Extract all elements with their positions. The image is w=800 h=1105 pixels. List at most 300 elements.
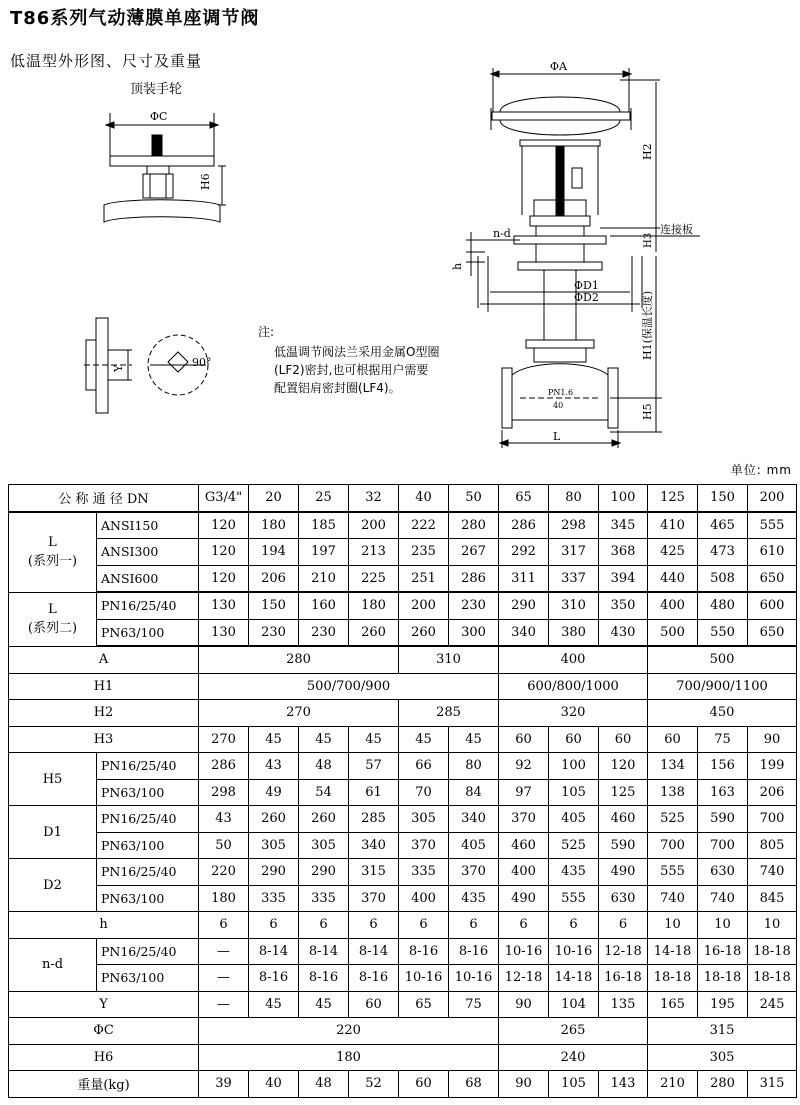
table-cell: 75 xyxy=(449,991,499,1018)
group-cell: 400 xyxy=(499,646,648,673)
row-label: 重量(kg) xyxy=(9,1071,199,1098)
table-cell: 337 xyxy=(549,565,599,592)
sub-label: PN63/100 xyxy=(97,885,199,912)
table-cell: 222 xyxy=(399,512,449,539)
table-row xyxy=(9,912,797,939)
table-cell: 135 xyxy=(599,991,648,1018)
table-cell: 600 xyxy=(748,592,797,619)
table-cell: 350 xyxy=(599,592,648,619)
table-cell: 260 xyxy=(349,619,399,646)
dn-cell: 80 xyxy=(549,485,599,512)
dn-cell: 50 xyxy=(449,485,499,512)
table-cell: 90 xyxy=(499,991,549,1018)
table-cell: 54 xyxy=(299,779,349,806)
sub-label: PN16/25/40 xyxy=(97,859,199,886)
table-row xyxy=(9,1071,797,1098)
table-cell: 120 xyxy=(199,539,249,566)
table-cell: 10 xyxy=(698,912,748,939)
table-cell: 225 xyxy=(349,565,399,592)
table-cell: 370 xyxy=(349,885,399,912)
table-cell: 195 xyxy=(698,991,748,1018)
table-cell: 50 xyxy=(199,832,249,859)
unit-label: 单位: mm xyxy=(730,463,792,477)
table-cell: 400 xyxy=(648,592,698,619)
spec-table-body xyxy=(9,485,797,1098)
h5-label: H5 xyxy=(641,403,654,420)
l-label: L xyxy=(553,430,561,443)
table-cell: 18-18 xyxy=(748,965,797,992)
table-cell: 52 xyxy=(349,1071,399,1098)
group-cell: 285 xyxy=(399,700,499,727)
table-cell: 8-14 xyxy=(349,938,399,965)
table-cell: 370 xyxy=(499,806,549,833)
table-cell: 555 xyxy=(549,885,599,912)
table-row xyxy=(9,726,797,753)
table-cell: 6 xyxy=(499,912,549,939)
table-cell: 400 xyxy=(399,885,449,912)
group-cell: 305 xyxy=(648,1044,797,1071)
table-cell: 280 xyxy=(698,1071,748,1098)
table-cell: 199 xyxy=(748,753,797,780)
table-cell: 340 xyxy=(449,806,499,833)
table-cell: 311 xyxy=(499,565,549,592)
table-cell: 180 xyxy=(349,592,399,619)
table-cell: 14-18 xyxy=(549,965,599,992)
table-cell: 194 xyxy=(249,539,299,566)
table-cell: 260 xyxy=(299,806,349,833)
table-cell: 165 xyxy=(648,991,698,1018)
table-row xyxy=(9,539,797,566)
table-cell: 18-18 xyxy=(648,965,698,992)
table-cell: 525 xyxy=(648,806,698,833)
table-cell: 473 xyxy=(698,539,748,566)
row-label: H1 xyxy=(9,673,199,700)
row-label: H5 xyxy=(9,753,97,806)
table-row xyxy=(9,1044,797,1071)
table-cell: 555 xyxy=(648,859,698,886)
dn-cell: G3/4" xyxy=(199,485,249,512)
table-row xyxy=(9,965,797,992)
handwheel-drawing xyxy=(104,81,226,222)
table-cell: 440 xyxy=(648,565,698,592)
table-cell: 14-18 xyxy=(648,938,698,965)
dn-cell: 125 xyxy=(648,485,698,512)
table-cell: 210 xyxy=(299,565,349,592)
flange-detail xyxy=(84,318,212,413)
table-cell: 740 xyxy=(648,885,698,912)
table-cell: 650 xyxy=(748,565,797,592)
note-line: (LF2)密封,也可根据用户需要 xyxy=(274,363,429,377)
table-cell: 60 xyxy=(399,1071,449,1098)
table-cell: 156 xyxy=(698,753,748,780)
table-cell: 43 xyxy=(249,753,299,780)
table-cell: 6 xyxy=(299,912,349,939)
table-cell: 12-18 xyxy=(499,965,549,992)
group-cell: 320 xyxy=(499,700,648,727)
table-cell: 210 xyxy=(648,1071,698,1098)
pn-label: PN1.6 xyxy=(548,388,574,397)
table-cell: 298 xyxy=(549,512,599,539)
table-cell: 805 xyxy=(748,832,797,859)
table-cell: 90 xyxy=(499,1071,549,1098)
phi-a-label: ΦA xyxy=(550,60,567,73)
table-cell: 230 xyxy=(299,619,349,646)
table-cell: 43 xyxy=(199,806,249,833)
main-valve-drawing xyxy=(451,60,700,448)
table-row xyxy=(9,619,797,646)
table-cell: 267 xyxy=(449,539,499,566)
table-cell: 45 xyxy=(249,991,299,1018)
table-cell: 97 xyxy=(499,779,549,806)
dn-cell: 65 xyxy=(499,485,549,512)
table-cell: 700 xyxy=(698,832,748,859)
table-row xyxy=(9,673,797,700)
table-cell: 245 xyxy=(748,991,797,1018)
sub-label: PN63/100 xyxy=(97,832,199,859)
table-cell: 45 xyxy=(399,726,449,753)
table-cell: 220 xyxy=(199,859,249,886)
group-cell: 500 xyxy=(648,646,797,673)
table-cell: 590 xyxy=(698,806,748,833)
table-cell: — xyxy=(199,965,249,992)
table-cell: 213 xyxy=(349,539,399,566)
table-cell: 18-18 xyxy=(748,938,797,965)
sub-label: ANSI150 xyxy=(97,512,199,539)
table-cell: 280 xyxy=(449,512,499,539)
row-label: A xyxy=(9,646,199,673)
table-cell: 65 xyxy=(399,991,449,1018)
table-cell: 230 xyxy=(449,592,499,619)
table-cell: 465 xyxy=(698,512,748,539)
table-cell: 120 xyxy=(199,512,249,539)
table-cell: 61 xyxy=(349,779,399,806)
table-cell: 200 xyxy=(399,592,449,619)
sub-label: ANSI300 xyxy=(97,539,199,566)
table-cell: 370 xyxy=(449,859,499,886)
table-cell: 251 xyxy=(399,565,449,592)
dn-cell: 200 xyxy=(748,485,797,512)
table-cell: 310 xyxy=(549,592,599,619)
table-cell: 197 xyxy=(299,539,349,566)
table-cell: 60 xyxy=(499,726,549,753)
table-cell: 300 xyxy=(449,619,499,646)
table-cell: 120 xyxy=(199,565,249,592)
dn-cell: 20 xyxy=(249,485,299,512)
table-cell: 298 xyxy=(199,779,249,806)
sub-label: ANSI600 xyxy=(97,565,199,592)
table-cell: 590 xyxy=(599,832,648,859)
table-cell: 340 xyxy=(349,832,399,859)
h3-label: H3 xyxy=(643,232,654,248)
table-cell: 70 xyxy=(399,779,449,806)
row-label: D1 xyxy=(9,806,97,859)
table-cell: 500 xyxy=(648,619,698,646)
table-cell: 370 xyxy=(399,832,449,859)
table-cell: 285 xyxy=(349,806,399,833)
table-cell: 10 xyxy=(748,912,797,939)
table-cell: 290 xyxy=(249,859,299,886)
group-cell: 180 xyxy=(199,1044,499,1071)
table-cell: 700 xyxy=(748,806,797,833)
table-row xyxy=(9,753,797,780)
table-cell: 480 xyxy=(698,592,748,619)
table-cell: 740 xyxy=(698,885,748,912)
table-cell: 490 xyxy=(499,885,549,912)
table-cell: 206 xyxy=(748,779,797,806)
group-cell: 280 xyxy=(199,646,399,673)
table-cell: 260 xyxy=(249,806,299,833)
page-title: T86系列气动薄膜单座调节阀 xyxy=(10,8,260,29)
table-cell: 180 xyxy=(249,512,299,539)
table-row xyxy=(9,700,797,727)
table-cell: 48 xyxy=(299,753,349,780)
table-cell: 315 xyxy=(748,1071,797,1098)
row-label: n-d xyxy=(9,938,97,991)
h-label: h xyxy=(451,262,464,270)
table-cell: 286 xyxy=(499,512,549,539)
table-cell: 335 xyxy=(299,885,349,912)
table-cell: 10-16 xyxy=(399,965,449,992)
table-cell: 405 xyxy=(449,832,499,859)
table-cell: 525 xyxy=(549,832,599,859)
table-cell: 206 xyxy=(249,565,299,592)
table-cell: 120 xyxy=(599,753,648,780)
table-cell: 60 xyxy=(349,991,399,1018)
table-cell: 430 xyxy=(599,619,648,646)
table-cell: 75 xyxy=(698,726,748,753)
phi-c-label: ΦC xyxy=(150,110,168,123)
table-cell: 45 xyxy=(449,726,499,753)
table-cell: 630 xyxy=(698,859,748,886)
row-label: H3 xyxy=(9,726,199,753)
table-cell: 130 xyxy=(199,592,249,619)
table-cell: 100 xyxy=(549,753,599,780)
table-cell: 740 xyxy=(748,859,797,886)
table-cell: 410 xyxy=(648,512,698,539)
table-cell: 16-18 xyxy=(698,938,748,965)
table-cell: 8-16 xyxy=(349,965,399,992)
table-row xyxy=(9,512,797,539)
header-label: 公 称 通 径 DN xyxy=(9,485,199,512)
table-cell: 235 xyxy=(399,539,449,566)
sub-label: PN63/100 xyxy=(97,779,199,806)
table-cell: 508 xyxy=(698,565,748,592)
table-cell: 6 xyxy=(199,912,249,939)
dn-label: 40 xyxy=(553,401,564,410)
table-cell: 460 xyxy=(499,832,549,859)
table-cell: 286 xyxy=(199,753,249,780)
row-label: L (系列二) xyxy=(9,592,97,646)
dn-cell: 25 xyxy=(299,485,349,512)
table-cell: 8-14 xyxy=(249,938,299,965)
table-cell: 10-16 xyxy=(499,938,549,965)
phi-d1-label: ΦD1 xyxy=(574,279,599,292)
table-cell: 286 xyxy=(449,565,499,592)
table-cell: 68 xyxy=(449,1071,499,1098)
row-label: h xyxy=(9,912,199,939)
table-row xyxy=(9,859,797,886)
group-cell: 315 xyxy=(648,1018,797,1045)
table-cell: — xyxy=(199,938,249,965)
group-cell: 240 xyxy=(499,1044,648,1071)
table-cell: 8-16 xyxy=(449,938,499,965)
table-row xyxy=(9,832,797,859)
sub-label: PN16/25/40 xyxy=(97,806,199,833)
table-cell: 8-16 xyxy=(299,965,349,992)
table-cell: 610 xyxy=(748,539,797,566)
table-cell: 550 xyxy=(698,619,748,646)
group-cell: 270 xyxy=(199,700,399,727)
h1-label: H1(保温长度) xyxy=(641,290,654,360)
table-cell: 335 xyxy=(249,885,299,912)
table-cell: 105 xyxy=(549,779,599,806)
table-cell: 6 xyxy=(399,912,449,939)
nd-label: n-d xyxy=(493,227,511,240)
y-label: Y xyxy=(112,364,125,372)
table-cell: 845 xyxy=(748,885,797,912)
phi-d2-label: ΦD2 xyxy=(574,291,599,304)
handwheel-label: 顶装手轮 xyxy=(130,82,183,97)
table-cell: 80 xyxy=(449,753,499,780)
group-cell: 310 xyxy=(399,646,499,673)
table-cell: 180 xyxy=(199,885,249,912)
table-cell: 305 xyxy=(299,832,349,859)
table-cell: 90 xyxy=(748,726,797,753)
note-text xyxy=(274,343,474,397)
table-cell: 92 xyxy=(499,753,549,780)
table-row xyxy=(9,806,797,833)
table-row xyxy=(9,779,797,806)
table-cell: 40 xyxy=(249,1071,299,1098)
table-cell: 160 xyxy=(299,592,349,619)
connect-plate-label: 连接板 xyxy=(660,223,693,236)
valve-drawing xyxy=(0,0,800,480)
table-cell: 6 xyxy=(599,912,648,939)
table-cell: 340 xyxy=(499,619,549,646)
table-cell: 292 xyxy=(499,539,549,566)
table-cell: 230 xyxy=(249,619,299,646)
dn-cell: 150 xyxy=(698,485,748,512)
table-cell: 630 xyxy=(599,885,648,912)
table-cell: 700 xyxy=(648,832,698,859)
table-cell: 48 xyxy=(299,1071,349,1098)
table-cell: 270 xyxy=(199,726,249,753)
angle-label: 90° xyxy=(192,356,212,369)
table-cell: 460 xyxy=(599,806,648,833)
dn-cell: 100 xyxy=(599,485,648,512)
table-row xyxy=(9,592,797,619)
table-cell: 60 xyxy=(549,726,599,753)
row-label: H6 xyxy=(9,1044,199,1071)
table-cell: 143 xyxy=(599,1071,648,1098)
table-cell: 290 xyxy=(499,592,549,619)
page-subtitle: 低温型外形图、尺寸及重量 xyxy=(10,52,203,70)
table-cell: 317 xyxy=(549,539,599,566)
table-cell: 435 xyxy=(449,885,499,912)
table-cell: 57 xyxy=(349,753,399,780)
table-cell: 650 xyxy=(748,619,797,646)
table-cell: 200 xyxy=(349,512,399,539)
table-row xyxy=(9,991,797,1018)
table-cell: 305 xyxy=(399,806,449,833)
table-cell: 16-18 xyxy=(599,965,648,992)
table-cell: 49 xyxy=(249,779,299,806)
table-cell: 6 xyxy=(449,912,499,939)
dn-cell: 32 xyxy=(349,485,399,512)
group-cell: 450 xyxy=(648,700,797,727)
table-row xyxy=(9,885,797,912)
table-cell: 6 xyxy=(549,912,599,939)
sub-label: PN63/100 xyxy=(97,965,199,992)
table-cell: 12-18 xyxy=(599,938,648,965)
group-cell: 600/800/1000 xyxy=(499,673,648,700)
table-cell: 18-18 xyxy=(698,965,748,992)
table-cell: 555 xyxy=(748,512,797,539)
table-cell: 380 xyxy=(549,619,599,646)
table-cell: 368 xyxy=(599,539,648,566)
table-cell: 425 xyxy=(648,539,698,566)
group-cell: 500/700/900 xyxy=(199,673,499,700)
table-cell: 6 xyxy=(349,912,399,939)
table-cell: 45 xyxy=(249,726,299,753)
table-cell: 66 xyxy=(399,753,449,780)
h2-label: H2 xyxy=(641,143,654,160)
table-cell: 84 xyxy=(449,779,499,806)
row-label: D2 xyxy=(9,859,97,912)
table-cell: 10-16 xyxy=(449,965,499,992)
group-cell: 700/900/1100 xyxy=(648,673,797,700)
table-cell: 150 xyxy=(249,592,299,619)
table-cell: 6 xyxy=(249,912,299,939)
table-cell: 163 xyxy=(698,779,748,806)
table-cell: 105 xyxy=(549,1071,599,1098)
table-cell: 104 xyxy=(549,991,599,1018)
group-cell: 265 xyxy=(499,1018,648,1045)
table-cell: 39 xyxy=(199,1071,249,1098)
table-cell: 60 xyxy=(599,726,648,753)
note-line: 低温调节阀法兰采用金属O型圈 xyxy=(274,345,440,359)
group-cell: 220 xyxy=(199,1018,499,1045)
table-cell: 335 xyxy=(399,859,449,886)
table-cell: 394 xyxy=(599,565,648,592)
table-cell: 185 xyxy=(299,512,349,539)
row-label: H2 xyxy=(9,700,199,727)
table-row xyxy=(9,938,797,965)
table-cell: 490 xyxy=(599,859,648,886)
row-label: Y xyxy=(9,991,199,1018)
table-cell: — xyxy=(199,991,249,1018)
table-row xyxy=(9,646,797,673)
table-cell: 60 xyxy=(648,726,698,753)
table-cell: 134 xyxy=(648,753,698,780)
table-cell: 400 xyxy=(499,859,549,886)
sub-label: PN63/100 xyxy=(97,619,199,646)
table-cell: 45 xyxy=(299,726,349,753)
table-cell: 8-16 xyxy=(249,965,299,992)
table-cell: 405 xyxy=(549,806,599,833)
table-row xyxy=(9,485,797,512)
table-cell: 8-14 xyxy=(299,938,349,965)
h6-label: H6 xyxy=(199,173,212,190)
table-cell: 435 xyxy=(549,859,599,886)
table-cell: 290 xyxy=(299,859,349,886)
note-line: 配置铝肩密封圈(LF4)。 xyxy=(274,381,401,395)
sub-label: PN16/25/40 xyxy=(97,753,199,780)
dn-cell: 40 xyxy=(399,485,449,512)
table-cell: 10-16 xyxy=(549,938,599,965)
row-label: L (系列一) xyxy=(9,512,97,593)
table-row xyxy=(9,565,797,592)
